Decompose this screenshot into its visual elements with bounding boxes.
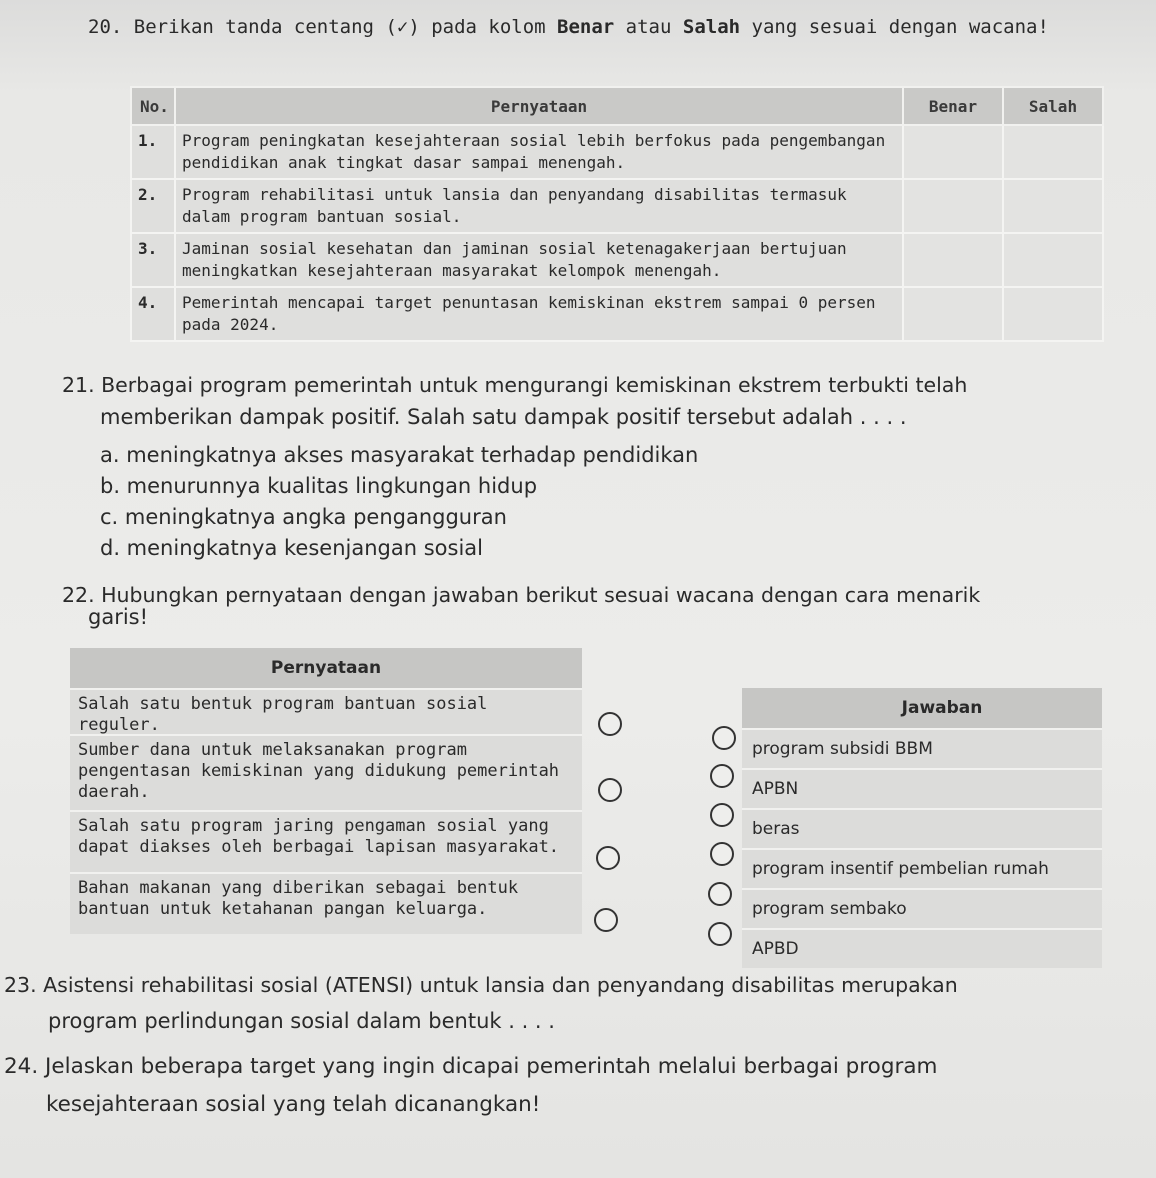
right-connector-dot[interactable]: [708, 882, 732, 906]
table-row: [131, 179, 1103, 233]
right-connector-dot[interactable]: [708, 922, 732, 946]
prompt-salah: Salah: [682, 16, 741, 38]
statement-item: Salah satu bentuk program bantuan sosial reguler.: [70, 688, 582, 734]
answer-column: [742, 688, 1102, 968]
question-21-line-1: 21. Berbagai program pemerintah untuk mengurangi kemiskinan ekstrem terbukti telah: [62, 373, 968, 397]
question-21-options: [100, 440, 698, 564]
answer-item: program insentif pembelian rumah: [742, 848, 1102, 888]
statement-column: [70, 648, 582, 934]
table-row: [131, 287, 1103, 341]
salah-checkbox-cell[interactable]: [1003, 125, 1103, 179]
benar-checkbox-cell[interactable]: [903, 233, 1003, 287]
question-22-line-1: 22. Hubungkan pernyataan dengan jawaban berikut sesuai wacana dengan cara menarik: [62, 583, 981, 607]
row-number: 1.: [131, 125, 175, 179]
question-22-line-2: garis!: [88, 605, 149, 629]
question-21-line-2: memberikan dampak positif. Salah satu dampak positif tersebut adalah . . . .: [100, 405, 907, 429]
prompt-text: Berikan tanda centang (✓) pada kolom: [133, 16, 558, 38]
left-connector-dot[interactable]: [596, 846, 620, 870]
row-statement: Program peningkatan kesejahteraan sosial lebih berfokus pada pengembangan pendidikan anak tingkat dasar sampai menengah.: [175, 125, 903, 179]
option-c[interactable]: c. meningkatnya angka pengangguran: [100, 505, 507, 529]
statement-item: Sumber dana untuk melaksanakan program pengentasan kemiskinan yang didukung pemerintah daerah.: [70, 734, 582, 810]
statement-item: Salah satu program jaring pengaman sosial yang dapat diakses oleh berbagai lapisan masyarakat.: [70, 810, 582, 872]
right-connector-dot[interactable]: [710, 842, 734, 866]
benar-checkbox-cell[interactable]: [903, 125, 1003, 179]
statement-header: Pernyataan: [70, 648, 582, 688]
salah-checkbox-cell[interactable]: [1003, 287, 1103, 341]
row-number: 4.: [131, 287, 175, 341]
statement-item: Bahan makanan yang diberikan sebagai bentuk bantuan untuk ketahanan pangan keluarga.: [70, 872, 582, 934]
row-number: 3.: [131, 233, 175, 287]
salah-checkbox-cell[interactable]: [1003, 233, 1103, 287]
answer-item: APBD: [742, 928, 1102, 968]
question-24-line-1: 24. Jelaskan beberapa target yang ingin dicapai pemerintah melalui berbagai program: [4, 1054, 938, 1079]
prompt-benar: Benar: [557, 16, 615, 38]
answer-item: program sembako: [742, 888, 1102, 928]
row-statement: Pemerintah mencapai target penuntasan kemiskinan ekstrem sampai 0 persen pada 2024.: [175, 287, 903, 341]
option-d[interactable]: d. meningkatnya kesenjangan sosial: [100, 536, 483, 560]
right-connector-dot[interactable]: [712, 726, 736, 750]
question-20-prompt: [88, 12, 1049, 42]
header-benar: Benar: [903, 87, 1003, 125]
left-connector-dot[interactable]: [598, 712, 622, 736]
row-statement: Program rehabilitasi untuk lansia dan penyandang disabilitas termasuk dalam program bantuan sosial.: [175, 179, 903, 233]
true-false-table: [130, 86, 1104, 342]
answer-header: Jawaban: [742, 688, 1102, 728]
question-24-line-2: kesejahteraan sosial yang telah dicanangkan!: [46, 1092, 541, 1117]
header-pernyataan: Pernyataan: [175, 87, 903, 125]
answer-item: APBN: [742, 768, 1102, 808]
table-row: [131, 125, 1103, 179]
question-23-line-2: program perlindungan sosial dalam bentuk . . . .: [48, 1009, 555, 1033]
right-connector-dot[interactable]: [710, 803, 734, 827]
question-23-line-1: 23. Asistensi rehabilitasi sosial (ATENSI) untuk lansia dan penyandang disabilitas merupakan: [4, 973, 958, 997]
table-header-row: [131, 87, 1103, 125]
question-number: 20.: [88, 16, 123, 38]
salah-checkbox-cell[interactable]: [1003, 179, 1103, 233]
row-number: 2.: [131, 179, 175, 233]
answer-item: program subsidi BBM: [742, 728, 1102, 768]
header-salah: Salah: [1003, 87, 1103, 125]
row-statement: Jaminan sosial kesehatan dan jaminan sosial ketenagakerjaan bertujuan meningkatkan kesejahteraan masyarakat kelompok menengah.: [175, 233, 903, 287]
header-no: No.: [131, 87, 175, 125]
right-connector-dot[interactable]: [710, 764, 734, 788]
left-connector-dot[interactable]: [594, 908, 618, 932]
answer-item: beras: [742, 808, 1102, 848]
prompt-text-end: yang sesuai dengan wacana!: [740, 16, 1049, 38]
prompt-atau: atau: [614, 16, 683, 38]
option-a[interactable]: a. meningkatnya akses masyarakat terhadap pendidikan: [100, 443, 699, 467]
benar-checkbox-cell[interactable]: [903, 179, 1003, 233]
benar-checkbox-cell[interactable]: [903, 287, 1003, 341]
option-b[interactable]: b. menurunnya kualitas lingkungan hidup: [100, 474, 538, 498]
left-connector-dot[interactable]: [598, 778, 622, 802]
table-row: [131, 233, 1103, 287]
